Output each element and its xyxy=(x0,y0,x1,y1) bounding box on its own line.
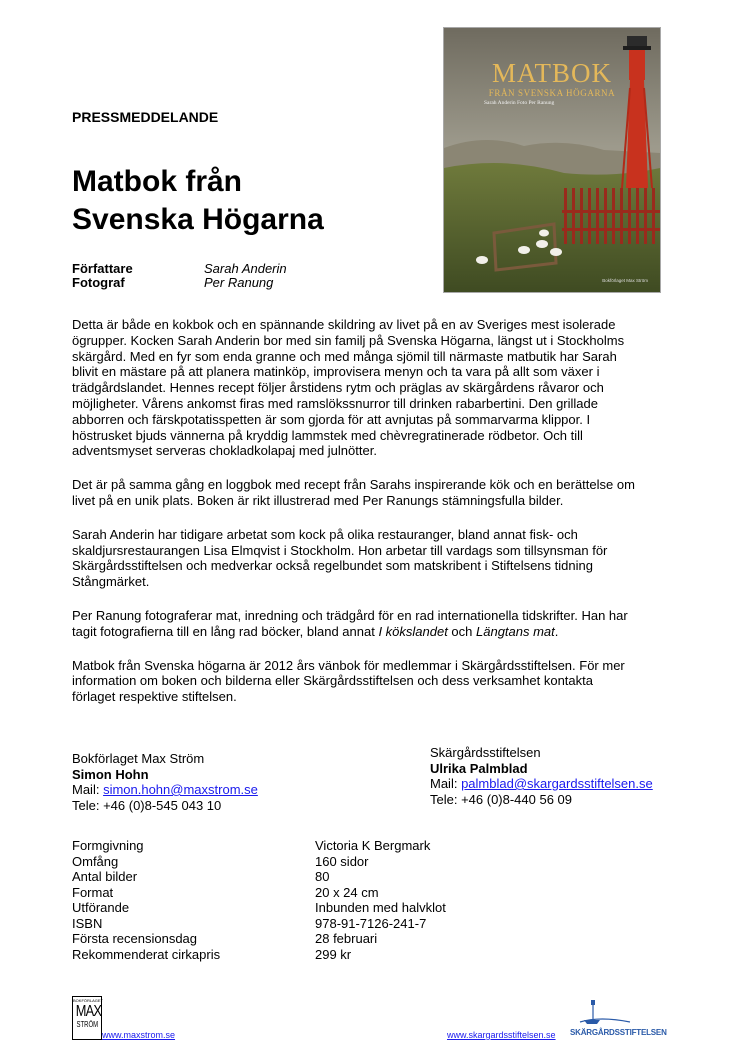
maxstrom-website-link[interactable]: www.maxstrom.se xyxy=(102,1030,176,1040)
text-line: tagit fotografierna till en lång rad böcker, bland annat xyxy=(72,623,379,639)
text-line: Sarah Anderin har tidigare arbetat som kock på olika restauranger, bland annat fisk- och xyxy=(72,526,578,542)
cover-publisher: Bokförlaget Max Ström xyxy=(602,278,648,283)
meta-row-author xyxy=(72,262,287,276)
logo-text: STRÖM xyxy=(76,1020,99,1029)
spec-row xyxy=(72,916,446,932)
spec-row xyxy=(72,838,446,854)
contact-phone: Tele: +46 (0)8-545 043 10 xyxy=(72,797,222,813)
spec-row xyxy=(72,885,446,901)
document-type-label: PRESSMEDDELANDE xyxy=(72,109,219,125)
spec-key: Format xyxy=(72,884,114,900)
text-line: förlaget respektive stiftelsen. xyxy=(72,689,237,705)
contact-mail-row xyxy=(72,782,258,798)
spec-key: Första recensionsdag xyxy=(72,931,198,946)
text-line: skärgård. Med en fyr som enda granne och med många sjömil till närmaste matbutik har Sarah xyxy=(72,348,617,364)
book-meta xyxy=(72,262,287,290)
spec-value: 160 sidor xyxy=(315,853,369,869)
text-line: Per Ranung fotograferar mat, inredning och trädgård för en rad internationella tidskrifter. Han har xyxy=(72,607,628,623)
spec-key: ISBN xyxy=(72,915,103,931)
title-line-1: Matbok från xyxy=(72,165,243,198)
text-line: adventsmyset serveras chokladkolapaj med julnötter. xyxy=(72,443,377,459)
spec-value: 80 xyxy=(315,869,330,884)
skargardsstiftelsen-logo xyxy=(570,998,676,1040)
contact-org: Skärgårdsstiftelsen xyxy=(430,745,541,760)
book-cover-image xyxy=(443,27,661,293)
paragraph-3 xyxy=(72,527,682,590)
spec-key: Rekommenderat cirkapris xyxy=(72,946,221,962)
contact-email-link[interactable]: simon.hohn@maxstrom.se xyxy=(103,782,258,797)
meta-value: Sarah Anderin xyxy=(204,261,287,276)
logo-text: MAX xyxy=(75,1003,102,1020)
cover-authors: Sarah Anderin Foto Per Ranung xyxy=(484,100,555,106)
text-fragment: . xyxy=(554,623,559,639)
text-line: möjligheter. Vårens ankomst firas med ramslökssnurror till drinken rabarbertini. Den grillade xyxy=(72,395,598,411)
spec-key: Formgivning xyxy=(72,838,144,853)
text-line: Matbok från Svenska högarna är 2012 års vänbok för medlemmar i Skärgårdsstiftelsen. För mer xyxy=(72,657,625,673)
spec-key: Antal bilder xyxy=(72,869,138,884)
paragraph-2 xyxy=(72,477,682,509)
contact-right xyxy=(430,745,653,807)
spec-row xyxy=(72,947,446,963)
contact-org: Bokförlaget Max Ström xyxy=(72,751,205,766)
text-line: Stångmärket. xyxy=(72,574,150,590)
spec-value: Inbunden med halvklot xyxy=(315,900,446,915)
skargardsstiftelsen-website-link[interactable]: www.skargardsstiftelsen.se xyxy=(447,1030,556,1040)
mail-label: Mail: xyxy=(72,782,104,797)
spec-row xyxy=(72,900,446,916)
paragraph-5 xyxy=(72,658,682,705)
spec-key: Utförande xyxy=(72,900,130,915)
spec-value: 20 x 24 cm xyxy=(315,884,379,900)
spec-row xyxy=(72,854,446,870)
spec-row xyxy=(72,869,446,885)
maxstrom-logo xyxy=(72,996,102,1040)
text-fragment: och xyxy=(447,623,476,639)
paragraph-1 xyxy=(72,317,682,459)
paragraph-4 xyxy=(72,608,682,640)
spec-value: 299 kr xyxy=(315,946,352,962)
cover-subtitle: FRÅN SVENSKA HÖGARNA xyxy=(488,88,616,98)
text-line: abborren och färskpotatisspetten är som gjorda för att avnjutas på sommarvarma klippor. I xyxy=(72,411,591,427)
spec-row xyxy=(72,931,446,947)
contact-name: Ulrika Palmblad xyxy=(430,760,528,776)
logo-text: SKÄRGÅRDSSTIFTELSEN xyxy=(570,1028,667,1037)
meta-key: Fotograf xyxy=(72,275,125,290)
meta-key: Författare xyxy=(72,261,133,276)
logo-text: BOKFÖRLAGET xyxy=(73,998,104,1003)
text-line: ögrupper. Kocken Sarah Anderin bor med sin familj på Svenska Högarna, längst ut i Stockholms xyxy=(72,332,625,348)
text-line: information om boken och bilderna eller Skärgårdsstiftelsen och dess verksamhet kontakta xyxy=(72,673,593,689)
lighthouse-boat-icon xyxy=(570,998,676,1028)
meta-value: Per Ranung xyxy=(204,275,274,290)
title-line-2: Svenska Högarna xyxy=(72,203,324,236)
spec-value: 978-91-7126-241-7 xyxy=(315,915,427,931)
page-title xyxy=(72,163,324,239)
text-line: Skärgårdsstiftelsen och medverkar också regelbundet som matskribent i Stiftelsens tidning xyxy=(72,558,593,574)
text-line: livet på en unik plats. Boken är rikt illustrerad med Per Ranungs stämningsfulla bilder. xyxy=(72,492,564,508)
contact-name: Simon Hohn xyxy=(72,766,149,782)
contact-left xyxy=(72,751,258,813)
spec-value: 28 februari xyxy=(315,931,378,946)
spec-value: Victoria K Bergmark xyxy=(315,838,431,853)
cover-title: MATBOK xyxy=(491,58,612,88)
spec-key: Omfång xyxy=(72,853,119,869)
text-line: blivit en mästare på att planera matinköp, improvisera menyn och ta vara på allt som växer i xyxy=(72,364,600,380)
body-text xyxy=(72,317,682,723)
meta-row-photographer xyxy=(72,276,287,290)
contact-email-link[interactable]: palmblad@skargardsstiftelsen.se xyxy=(461,776,653,791)
text-line: Det är på samma gång en loggbok med recept från Sarahs inspirerande kök och en berättelse om xyxy=(72,477,635,493)
text-line: Detta är både en kokbok och en spännande skildring av livet på en av Sveriges mest isolerade xyxy=(72,317,616,332)
book-specs xyxy=(72,838,446,962)
text-line: skaldjursrestaurangen Lisa Elmqvist i Stockholm. Hon arbetar till vardags som tillsynsman för xyxy=(72,542,608,558)
text-line: höstrusket bjuds vännerna på kryddig lammstek med chèvregratinerade rödbetor. Och till xyxy=(72,427,583,443)
contact-mail-row xyxy=(430,776,653,792)
mail-label: Mail: xyxy=(430,776,462,791)
text-line: trädgårdslandet. Hennes recept följer årstidens rytm och präglas av skärgårdens råvaror och xyxy=(72,380,604,396)
book-title-italic: Längtans mat xyxy=(476,623,555,639)
book-title-italic: I kökslandet xyxy=(378,623,448,639)
contact-phone: Tele: +46 (0)8-440 56 09 xyxy=(430,791,573,807)
